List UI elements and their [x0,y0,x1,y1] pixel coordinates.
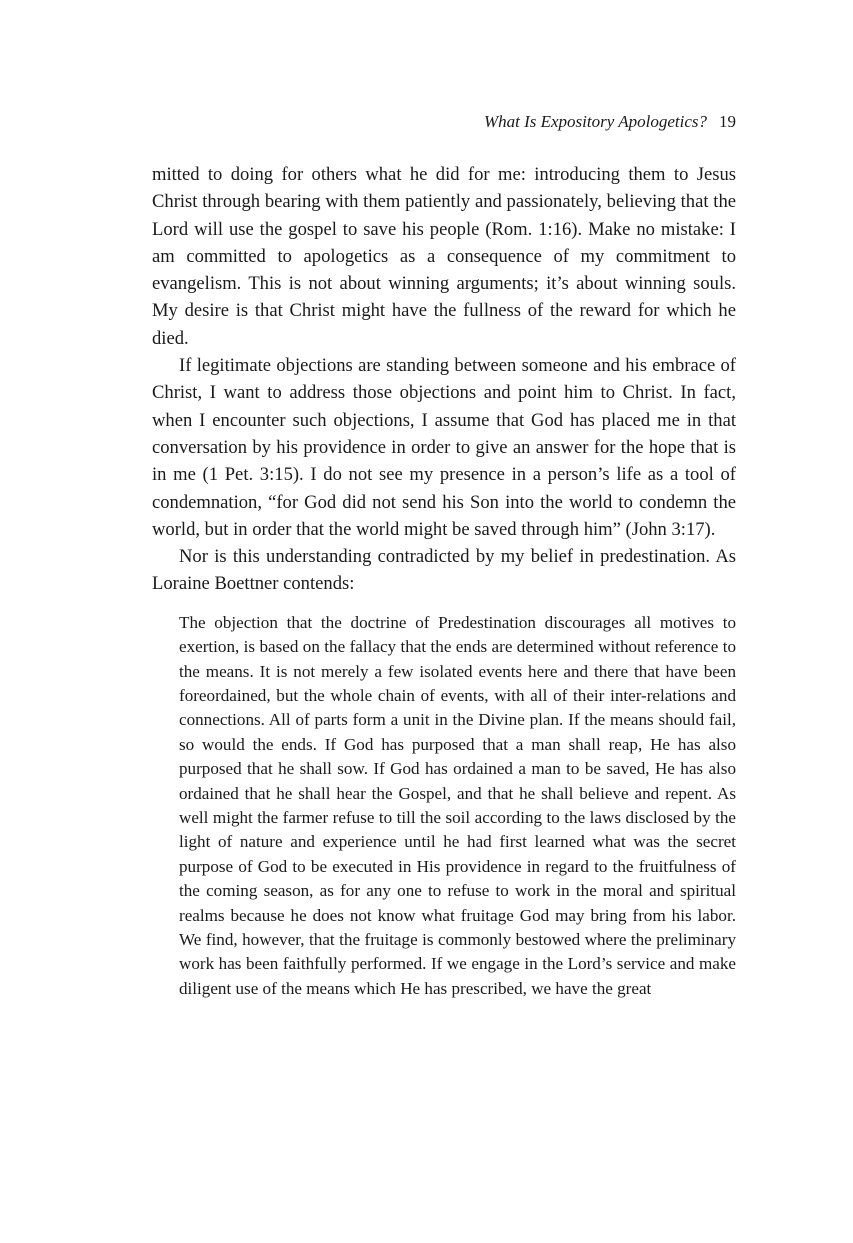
paragraph-predestination: Nor is this understanding contradicted by my belief in predestination. As Loraine Boettner contends: [152,546,736,595]
paragraph-continued: mitted to doing for others what he did for me: introducing them to Jesus Christ through bearing with them patiently and passionately, believing that the Lord will use the gospel to save his people (Rom. 1:16). Make no mistake: I am committed to apologetics as a consequence of my commitment to evangelism. This is not about winning arguments; it’s about winning souls. My desire is that Christ might have the fullness of the reward for which he died. [152,164,736,349]
body-text [152,161,736,1001]
running-title: What Is Expository Apologetics? [483,112,707,131]
page-number: 19 [719,112,736,131]
paragraph-objections: If legitimate objections are standing between someone and his embrace of Christ, I want to address those objections and point him to Christ. In fact, when I encounter such objections, I assume that God has placed me in that conversation by his providence in order to give an answer for the hope that is in me (1 Pet. 3:15). I do not see my presence in a person’s life as a tool of condemnation, “for God did not send his Son into the world to condemn the world, but in order that the world might be saved through him” (John 3:17). [152,355,736,540]
block-quote-boettner: The objection that the doctrine of Predestination discourages all motives to exertion, is based on the fallacy that the ends are determined without reference to the means. It is not merely a few isolated events here and there that have been foreordained, but the whole chain of events, with all of their inter-relations and connections. All of parts form a unit in the Divine plan. If the means should fail, so would the ends. If God has purposed that a man shall reap, He has also purposed that he shall sow. If God has ordained a man to be saved, He has also ordained that he shall hear the Gospel, and that he shall believe and repent. As well might the farmer refuse to till the soil according to the laws disclosed by the light of nature and experience until he had first learned what was the secret purpose of God to be executed in His providence in regard to the fruitfulness of the coming season, as for any one to refuse to work in the moral and spiritual realms because he does not know what fruitage God may bring from his labor. We find, however, that the fruitage is commonly bestowed where the preliminary work has been faithfully performed. If we engage in the Lord’s service and make diligent use of the means which He has prescribed, we have the great [179,612,736,998]
running-head [152,111,736,133]
